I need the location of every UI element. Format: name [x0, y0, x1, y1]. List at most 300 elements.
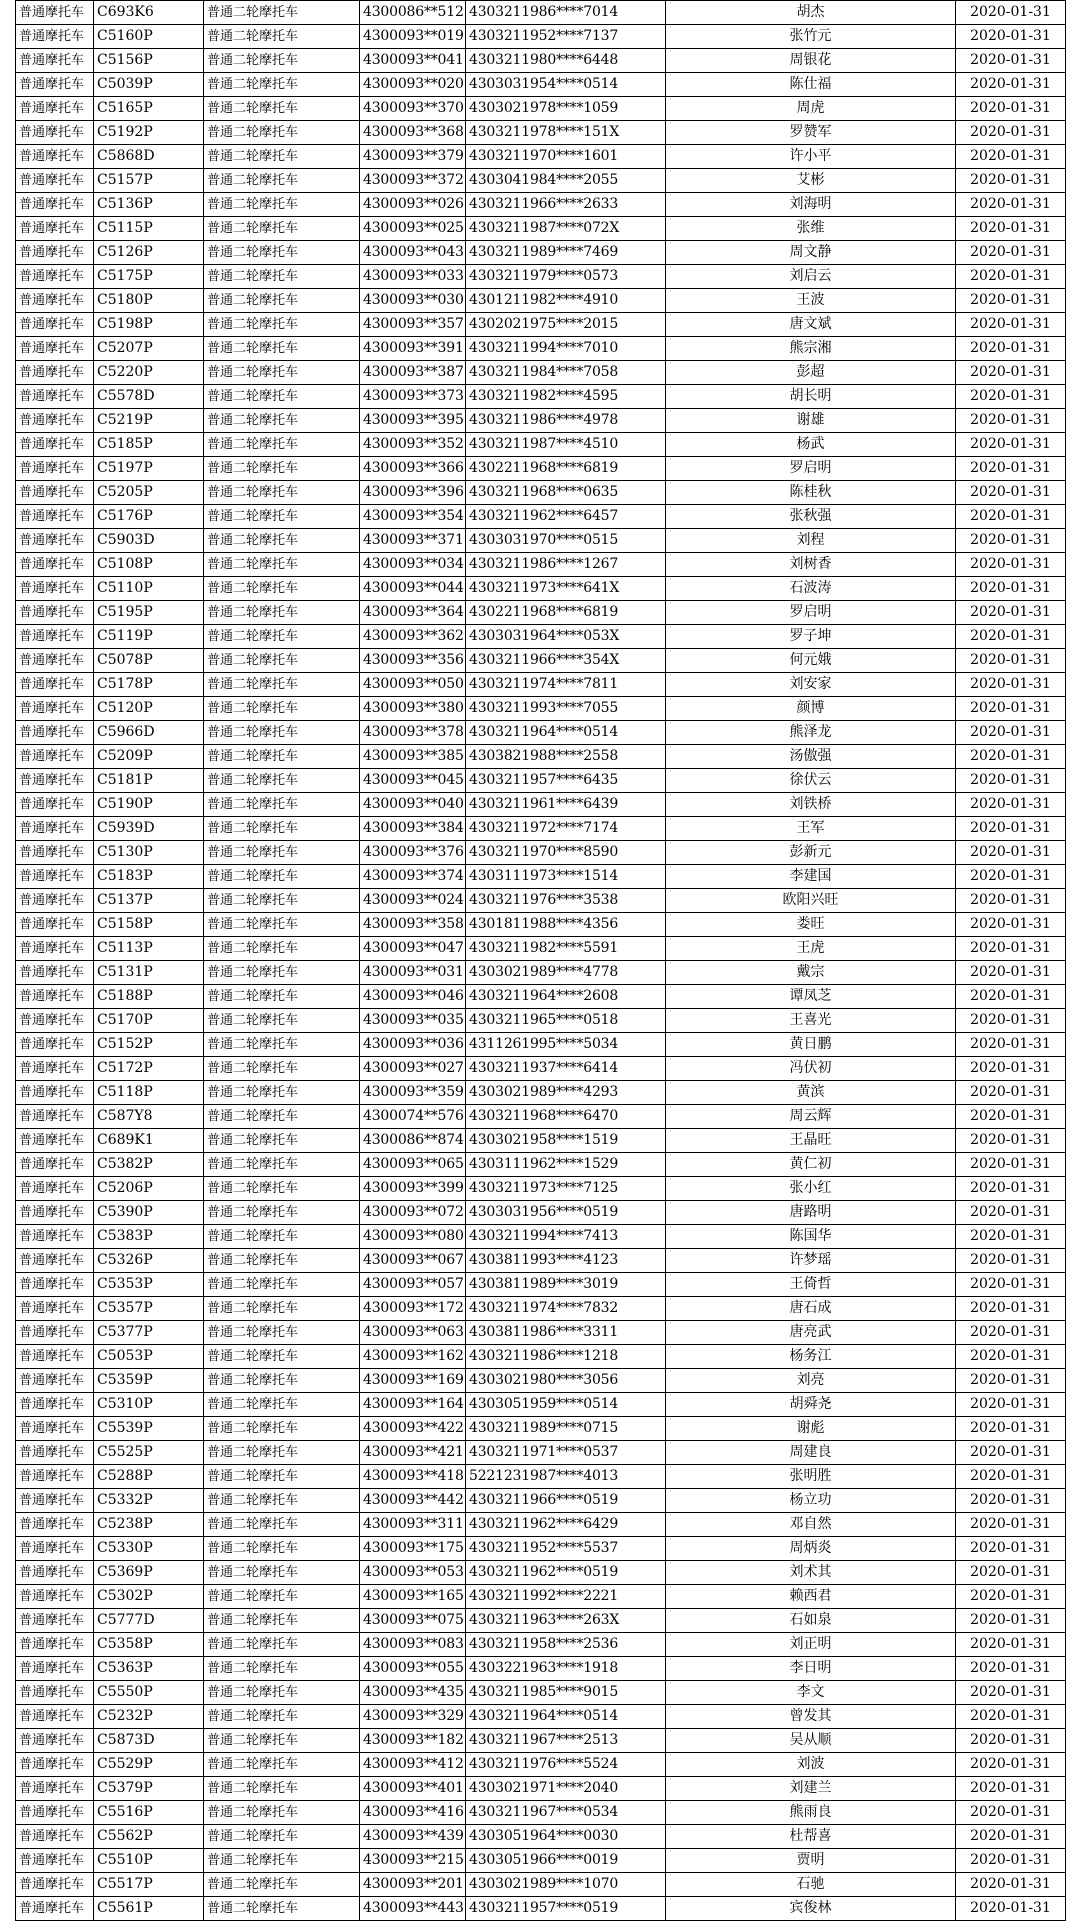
owner-name-cell: 谢彪: [666, 1417, 956, 1441]
date-cell: 2020-01-31: [956, 1345, 1066, 1369]
vehicle-model-cell: 普通二轮摩托车: [204, 1345, 360, 1369]
certificate-number-cell: 4300093**357: [360, 313, 466, 337]
id-number-cell: 4303211968****0635: [466, 481, 666, 505]
vehicle-model-cell: 普通二轮摩托车: [204, 841, 360, 865]
owner-name-cell: 王喜光: [666, 1009, 956, 1033]
id-number-cell: 4303211967****2513: [466, 1729, 666, 1753]
vehicle-model-cell: 普通二轮摩托车: [204, 1081, 360, 1105]
vehicle-model-cell: 普通二轮摩托车: [204, 697, 360, 721]
table-row: [16, 745, 1066, 769]
id-number-cell: 4303021958****1519: [466, 1129, 666, 1153]
certificate-number-cell: 4300093**376: [360, 841, 466, 865]
certificate-number-cell: 4300093**401: [360, 1777, 466, 1801]
plate-number-cell: C5156P: [94, 49, 204, 73]
plate-number-cell: C5108P: [94, 553, 204, 577]
id-number-cell: 4303211982****4595: [466, 385, 666, 409]
vehicle-model-cell: 普通二轮摩托车: [204, 193, 360, 217]
table-row: [16, 1633, 1066, 1657]
id-number-cell: 4303211994****7413: [466, 1225, 666, 1249]
owner-name-cell: 张维: [666, 217, 956, 241]
table-row: [16, 529, 1066, 553]
plate-number-cell: C5332P: [94, 1489, 204, 1513]
date-cell: 2020-01-31: [956, 817, 1066, 841]
vehicle-type-cell: 普通摩托车: [16, 1249, 94, 1273]
id-number-cell: 4303211962****0519: [466, 1561, 666, 1585]
owner-name-cell: 李建国: [666, 865, 956, 889]
id-number-cell: 4303211974****7811: [466, 673, 666, 697]
table-row: [16, 1033, 1066, 1057]
table-row: [16, 1537, 1066, 1561]
date-cell: 2020-01-31: [956, 169, 1066, 193]
certificate-number-cell: 4300093**443: [360, 1897, 466, 1921]
certificate-number-cell: 4300086**512: [360, 1, 466, 25]
owner-name-cell: 张秋强: [666, 505, 956, 529]
date-cell: 2020-01-31: [956, 985, 1066, 1009]
table-row: [16, 217, 1066, 241]
date-cell: 2020-01-31: [956, 1249, 1066, 1273]
plate-number-cell: C5369P: [94, 1561, 204, 1585]
vehicle-model-cell: 普通二轮摩托车: [204, 409, 360, 433]
vehicle-type-cell: 普通摩托车: [16, 1033, 94, 1057]
vehicle-type-cell: 普通摩托车: [16, 1441, 94, 1465]
table-row: [16, 1297, 1066, 1321]
vehicle-type-cell: 普通摩托车: [16, 529, 94, 553]
owner-name-cell: 宾俊林: [666, 1897, 956, 1921]
id-number-cell: 4303211972****7174: [466, 817, 666, 841]
plate-number-cell: C5326P: [94, 1249, 204, 1273]
table-row: [16, 1705, 1066, 1729]
table-row: [16, 1729, 1066, 1753]
table-row: [16, 697, 1066, 721]
id-number-cell: 4303021978****1059: [466, 97, 666, 121]
id-number-cell: 4302211968****6819: [466, 457, 666, 481]
plate-number-cell: C5118P: [94, 1081, 204, 1105]
certificate-number-cell: 4300093**370: [360, 97, 466, 121]
plate-number-cell: C5110P: [94, 577, 204, 601]
certificate-number-cell: 4300093**395: [360, 409, 466, 433]
id-number-cell: 4303021980****3056: [466, 1369, 666, 1393]
id-number-cell: 4301811988****4356: [466, 913, 666, 937]
vehicle-model-cell: 普通二轮摩托车: [204, 1249, 360, 1273]
vehicle-model-cell: 普通二轮摩托车: [204, 1513, 360, 1537]
owner-name-cell: 刘程: [666, 529, 956, 553]
vehicle-model-cell: 普通二轮摩托车: [204, 1417, 360, 1441]
date-cell: 2020-01-31: [956, 1129, 1066, 1153]
owner-name-cell: 王军: [666, 817, 956, 841]
certificate-number-cell: 4300093**047: [360, 937, 466, 961]
vehicle-model-cell: 普通二轮摩托车: [204, 577, 360, 601]
table-row: [16, 601, 1066, 625]
id-number-cell: 4303111973****1514: [466, 865, 666, 889]
owner-name-cell: 刘亮: [666, 1369, 956, 1393]
owner-name-cell: 张小红: [666, 1177, 956, 1201]
owner-name-cell: 冯伏初: [666, 1057, 956, 1081]
plate-number-cell: C5180P: [94, 289, 204, 313]
vehicle-type-cell: 普通摩托车: [16, 1153, 94, 1177]
date-cell: 2020-01-31: [956, 1273, 1066, 1297]
date-cell: 2020-01-31: [956, 1657, 1066, 1681]
plate-number-cell: C5130P: [94, 841, 204, 865]
plate-number-cell: C5777D: [94, 1609, 204, 1633]
plate-number-cell: C5190P: [94, 793, 204, 817]
plate-number-cell: C5176P: [94, 505, 204, 529]
certificate-number-cell: 4300093**030: [360, 289, 466, 313]
date-cell: 2020-01-31: [956, 49, 1066, 73]
plate-number-cell: C5377P: [94, 1321, 204, 1345]
plate-number-cell: C5868D: [94, 145, 204, 169]
date-cell: 2020-01-31: [956, 265, 1066, 289]
certificate-number-cell: 4300093**356: [360, 649, 466, 673]
table-row: [16, 1657, 1066, 1681]
vehicle-model-cell: 普通二轮摩托车: [204, 1585, 360, 1609]
table-row: [16, 1105, 1066, 1129]
table-row: [16, 937, 1066, 961]
owner-name-cell: 谭凤芝: [666, 985, 956, 1009]
vehicle-model-cell: 普通二轮摩托车: [204, 169, 360, 193]
id-number-cell: 4303211970****1601: [466, 145, 666, 169]
plate-number-cell: C5966D: [94, 721, 204, 745]
id-number-cell: 4303211961****6439: [466, 793, 666, 817]
owner-name-cell: 李日明: [666, 1657, 956, 1681]
table-row: [16, 553, 1066, 577]
certificate-number-cell: 4300093**352: [360, 433, 466, 457]
vehicle-type-cell: 普通摩托车: [16, 1729, 94, 1753]
id-number-cell: 4303021989****1070: [466, 1873, 666, 1897]
table-row: [16, 1057, 1066, 1081]
owner-name-cell: 刘铁桥: [666, 793, 956, 817]
vehicle-type-cell: 普通摩托车: [16, 1105, 94, 1129]
date-cell: 2020-01-31: [956, 1777, 1066, 1801]
date-cell: 2020-01-31: [956, 289, 1066, 313]
owner-name-cell: 胡长明: [666, 385, 956, 409]
register-body: [16, 1, 1066, 1921]
certificate-number-cell: 4300093**385: [360, 745, 466, 769]
plate-number-cell: C5207P: [94, 337, 204, 361]
owner-name-cell: 汤傲强: [666, 745, 956, 769]
plate-number-cell: C693K6: [94, 1, 204, 25]
id-number-cell: 4303031964****053X: [466, 625, 666, 649]
certificate-number-cell: 4300093**045: [360, 769, 466, 793]
table-row: [16, 73, 1066, 97]
owner-name-cell: 刘海明: [666, 193, 956, 217]
vehicle-model-cell: 普通二轮摩托车: [204, 1201, 360, 1225]
vehicle-type-cell: 普通摩托车: [16, 1081, 94, 1105]
owner-name-cell: 徐伏云: [666, 769, 956, 793]
plate-number-cell: C5178P: [94, 673, 204, 697]
table-row: [16, 1825, 1066, 1849]
table-row: [16, 1321, 1066, 1345]
certificate-number-cell: 4300093**169: [360, 1369, 466, 1393]
owner-name-cell: 刘建兰: [666, 1777, 956, 1801]
vehicle-model-cell: 普通二轮摩托车: [204, 1849, 360, 1873]
certificate-number-cell: 4300093**379: [360, 145, 466, 169]
date-cell: 2020-01-31: [956, 961, 1066, 985]
table-row: [16, 1, 1066, 25]
table-row: [16, 1897, 1066, 1921]
owner-name-cell: 周银花: [666, 49, 956, 73]
owner-name-cell: 贾明: [666, 1849, 956, 1873]
vehicle-type-cell: 普通摩托车: [16, 937, 94, 961]
vehicle-type-cell: 普通摩托车: [16, 697, 94, 721]
vehicle-type-cell: 普通摩托车: [16, 601, 94, 625]
vehicle-model-cell: 普通二轮摩托车: [204, 481, 360, 505]
id-number-cell: 4303221963****1918: [466, 1657, 666, 1681]
vehicle-model-cell: 普通二轮摩托车: [204, 1609, 360, 1633]
date-cell: 2020-01-31: [956, 1609, 1066, 1633]
owner-name-cell: 李文: [666, 1681, 956, 1705]
table-row: [16, 577, 1066, 601]
id-number-cell: 4303211964****0514: [466, 1705, 666, 1729]
id-number-cell: 4303211978****151X: [466, 121, 666, 145]
table-row: [16, 1177, 1066, 1201]
table-row: [16, 385, 1066, 409]
id-number-cell: 4303211968****6470: [466, 1105, 666, 1129]
vehicle-model-cell: 普通二轮摩托车: [204, 73, 360, 97]
vehicle-model-cell: 普通二轮摩托车: [204, 985, 360, 1009]
vehicle-type-cell: 普通摩托车: [16, 721, 94, 745]
owner-name-cell: 胡杰: [666, 1, 956, 25]
certificate-number-cell: 4300093**046: [360, 985, 466, 1009]
owner-name-cell: 张明胜: [666, 1465, 956, 1489]
owner-name-cell: 唐石成: [666, 1297, 956, 1321]
id-number-cell: 4303211987****4510: [466, 433, 666, 457]
certificate-number-cell: 4300093**368: [360, 121, 466, 145]
vehicle-type-cell: 普通摩托车: [16, 1369, 94, 1393]
date-cell: 2020-01-31: [956, 97, 1066, 121]
table-row: [16, 985, 1066, 1009]
plate-number-cell: C5517P: [94, 1873, 204, 1897]
owner-name-cell: 罗子坤: [666, 625, 956, 649]
date-cell: 2020-01-31: [956, 1705, 1066, 1729]
vehicle-model-cell: 普通二轮摩托车: [204, 1561, 360, 1585]
date-cell: 2020-01-31: [956, 433, 1066, 457]
vehicle-type-cell: 普通摩托车: [16, 145, 94, 169]
id-number-cell: 5221231987****4013: [466, 1465, 666, 1489]
table-row: [16, 913, 1066, 937]
vehicle-model-cell: 普通二轮摩托车: [204, 649, 360, 673]
date-cell: 2020-01-31: [956, 697, 1066, 721]
date-cell: 2020-01-31: [956, 1033, 1066, 1057]
date-cell: 2020-01-31: [956, 1081, 1066, 1105]
date-cell: 2020-01-31: [956, 1297, 1066, 1321]
vehicle-type-cell: 普通摩托车: [16, 193, 94, 217]
vehicle-model-cell: 普通二轮摩托车: [204, 1537, 360, 1561]
certificate-number-cell: 4300093**036: [360, 1033, 466, 1057]
vehicle-type-cell: 普通摩托车: [16, 673, 94, 697]
owner-name-cell: 周炳炎: [666, 1537, 956, 1561]
vehicle-type-cell: 普通摩托车: [16, 1777, 94, 1801]
vehicle-model-cell: 普通二轮摩托车: [204, 49, 360, 73]
vehicle-type-cell: 普通摩托车: [16, 769, 94, 793]
vehicle-model-cell: 普通二轮摩托车: [204, 1465, 360, 1489]
id-number-cell: 4303211963****263X: [466, 1609, 666, 1633]
plate-number-cell: C5220P: [94, 361, 204, 385]
date-cell: 2020-01-31: [956, 121, 1066, 145]
id-number-cell: 4303211985****9015: [466, 1681, 666, 1705]
vehicle-model-cell: 普通二轮摩托车: [204, 1441, 360, 1465]
id-number-cell: 4303211952****7137: [466, 25, 666, 49]
certificate-number-cell: 4300093**364: [360, 601, 466, 625]
owner-name-cell: 周虎: [666, 97, 956, 121]
table-row: [16, 1249, 1066, 1273]
date-cell: 2020-01-31: [956, 1153, 1066, 1177]
vehicle-type-cell: 普通摩托车: [16, 985, 94, 1009]
certificate-number-cell: 4300093**164: [360, 1393, 466, 1417]
plate-number-cell: C5353P: [94, 1273, 204, 1297]
vehicle-model-cell: 普通二轮摩托车: [204, 337, 360, 361]
table-row: [16, 1753, 1066, 1777]
table-row: [16, 1417, 1066, 1441]
plate-number-cell: C5126P: [94, 241, 204, 265]
certificate-number-cell: 4300093**380: [360, 697, 466, 721]
date-cell: 2020-01-31: [956, 1801, 1066, 1825]
date-cell: 2020-01-31: [956, 505, 1066, 529]
plate-number-cell: C5181P: [94, 769, 204, 793]
table-row: [16, 193, 1066, 217]
certificate-number-cell: 4300093**416: [360, 1801, 466, 1825]
date-cell: 2020-01-31: [956, 625, 1066, 649]
owner-name-cell: 陈桂秋: [666, 481, 956, 505]
certificate-number-cell: 4300093**391: [360, 337, 466, 361]
table-row: [16, 481, 1066, 505]
date-cell: 2020-01-31: [956, 553, 1066, 577]
owner-name-cell: 艾彬: [666, 169, 956, 193]
plate-number-cell: C5119P: [94, 625, 204, 649]
vehicle-model-cell: 普通二轮摩托车: [204, 1273, 360, 1297]
table-row: [16, 841, 1066, 865]
plate-number-cell: C5516P: [94, 1801, 204, 1825]
plate-number-cell: C5172P: [94, 1057, 204, 1081]
certificate-number-cell: 4300093**201: [360, 1873, 466, 1897]
table-row: [16, 1153, 1066, 1177]
owner-name-cell: 杨务江: [666, 1345, 956, 1369]
id-number-cell: 4303811986****3311: [466, 1321, 666, 1345]
plate-number-cell: C5383P: [94, 1225, 204, 1249]
plate-number-cell: C5131P: [94, 961, 204, 985]
owner-name-cell: 石波涛: [666, 577, 956, 601]
vehicle-model-cell: 普通二轮摩托车: [204, 913, 360, 937]
vehicle-model-cell: 普通二轮摩托车: [204, 529, 360, 553]
vehicle-model-cell: 普通二轮摩托车: [204, 625, 360, 649]
date-cell: 2020-01-31: [956, 145, 1066, 169]
certificate-number-cell: 4300093**421: [360, 1441, 466, 1465]
vehicle-type-cell: 普通摩托车: [16, 1849, 94, 1873]
vehicle-type-cell: 普通摩托车: [16, 361, 94, 385]
date-cell: 2020-01-31: [956, 1825, 1066, 1849]
vehicle-type-cell: 普通摩托车: [16, 1897, 94, 1921]
certificate-number-cell: 4300093**384: [360, 817, 466, 841]
owner-name-cell: 谢雄: [666, 409, 956, 433]
vehicle-model-cell: 普通二轮摩托车: [204, 121, 360, 145]
date-cell: 2020-01-31: [956, 1633, 1066, 1657]
owner-name-cell: 刘术其: [666, 1561, 956, 1585]
date-cell: 2020-01-31: [956, 481, 1066, 505]
vehicle-type-cell: 普通摩托车: [16, 409, 94, 433]
vehicle-model-cell: 普通二轮摩托车: [204, 865, 360, 889]
vehicle-type-cell: 普通摩托车: [16, 649, 94, 673]
plate-number-cell: C5175P: [94, 265, 204, 289]
id-number-cell: 4303211992****2221: [466, 1585, 666, 1609]
date-cell: 2020-01-31: [956, 1009, 1066, 1033]
owner-name-cell: 周云辉: [666, 1105, 956, 1129]
date-cell: 2020-01-31: [956, 1393, 1066, 1417]
table-row: [16, 1369, 1066, 1393]
vehicle-type-cell: 普通摩托车: [16, 481, 94, 505]
id-number-cell: 4303211986****1267: [466, 553, 666, 577]
id-number-cell: 4303811989****3019: [466, 1273, 666, 1297]
owner-name-cell: 吴从顺: [666, 1729, 956, 1753]
plate-number-cell: C5379P: [94, 1777, 204, 1801]
date-cell: 2020-01-31: [956, 1225, 1066, 1249]
owner-name-cell: 熊雨良: [666, 1801, 956, 1825]
owner-name-cell: 邓自然: [666, 1513, 956, 1537]
plate-number-cell: C5219P: [94, 409, 204, 433]
certificate-number-cell: 4300093**043: [360, 241, 466, 265]
vehicle-type-cell: 普通摩托车: [16, 793, 94, 817]
table-row: [16, 649, 1066, 673]
id-number-cell: 4303211966****0519: [466, 1489, 666, 1513]
owner-name-cell: 张竹元: [666, 25, 956, 49]
vehicle-model-cell: 普通二轮摩托车: [204, 817, 360, 841]
vehicle-model-cell: 普通二轮摩托车: [204, 241, 360, 265]
vehicle-type-cell: 普通摩托车: [16, 961, 94, 985]
plate-number-cell: C5363P: [94, 1657, 204, 1681]
plate-number-cell: C5206P: [94, 1177, 204, 1201]
certificate-number-cell: 4300093**063: [360, 1321, 466, 1345]
plate-number-cell: C689K1: [94, 1129, 204, 1153]
table-row: [16, 97, 1066, 121]
plate-number-cell: C5137P: [94, 889, 204, 913]
certificate-number-cell: 4300093**412: [360, 1753, 466, 1777]
table-row: [16, 433, 1066, 457]
table-row: [16, 793, 1066, 817]
id-number-cell: 4303211973****641X: [466, 577, 666, 601]
vehicle-model-cell: 普通二轮摩托车: [204, 1057, 360, 1081]
vehicle-model-cell: 普通二轮摩托车: [204, 1009, 360, 1033]
id-number-cell: 4302211968****6819: [466, 601, 666, 625]
owner-name-cell: 罗赞军: [666, 121, 956, 145]
certificate-number-cell: 4300093**311: [360, 1513, 466, 1537]
plate-number-cell: C5205P: [94, 481, 204, 505]
date-cell: 2020-01-31: [956, 889, 1066, 913]
date-cell: 2020-01-31: [956, 1, 1066, 25]
owner-name-cell: 刘启云: [666, 265, 956, 289]
id-number-cell: 4303211986****1218: [466, 1345, 666, 1369]
vehicle-type-cell: 普通摩托车: [16, 385, 94, 409]
owner-name-cell: 王波: [666, 289, 956, 313]
vehicle-model-cell: 普通二轮摩托车: [204, 265, 360, 289]
vehicle-model-cell: 普通二轮摩托车: [204, 1729, 360, 1753]
vehicle-model-cell: 普通二轮摩托车: [204, 1753, 360, 1777]
plate-number-cell: C5157P: [94, 169, 204, 193]
date-cell: 2020-01-31: [956, 529, 1066, 553]
certificate-number-cell: 4300093**041: [360, 49, 466, 73]
vehicle-model-cell: 普通二轮摩托车: [204, 1801, 360, 1825]
plate-number-cell: C5039P: [94, 73, 204, 97]
date-cell: 2020-01-31: [956, 745, 1066, 769]
certificate-number-cell: 4300093**359: [360, 1081, 466, 1105]
date-cell: 2020-01-31: [956, 409, 1066, 433]
plate-number-cell: C587Y8: [94, 1105, 204, 1129]
certificate-number-cell: 4300093**358: [360, 913, 466, 937]
id-number-cell: 4303111962****1529: [466, 1153, 666, 1177]
certificate-number-cell: 4300093**371: [360, 529, 466, 553]
table-row: [16, 1849, 1066, 1873]
vehicle-model-cell: 普通二轮摩托车: [204, 1033, 360, 1057]
plate-number-cell: C5113P: [94, 937, 204, 961]
certificate-number-cell: 4300093**387: [360, 361, 466, 385]
table-row: [16, 241, 1066, 265]
